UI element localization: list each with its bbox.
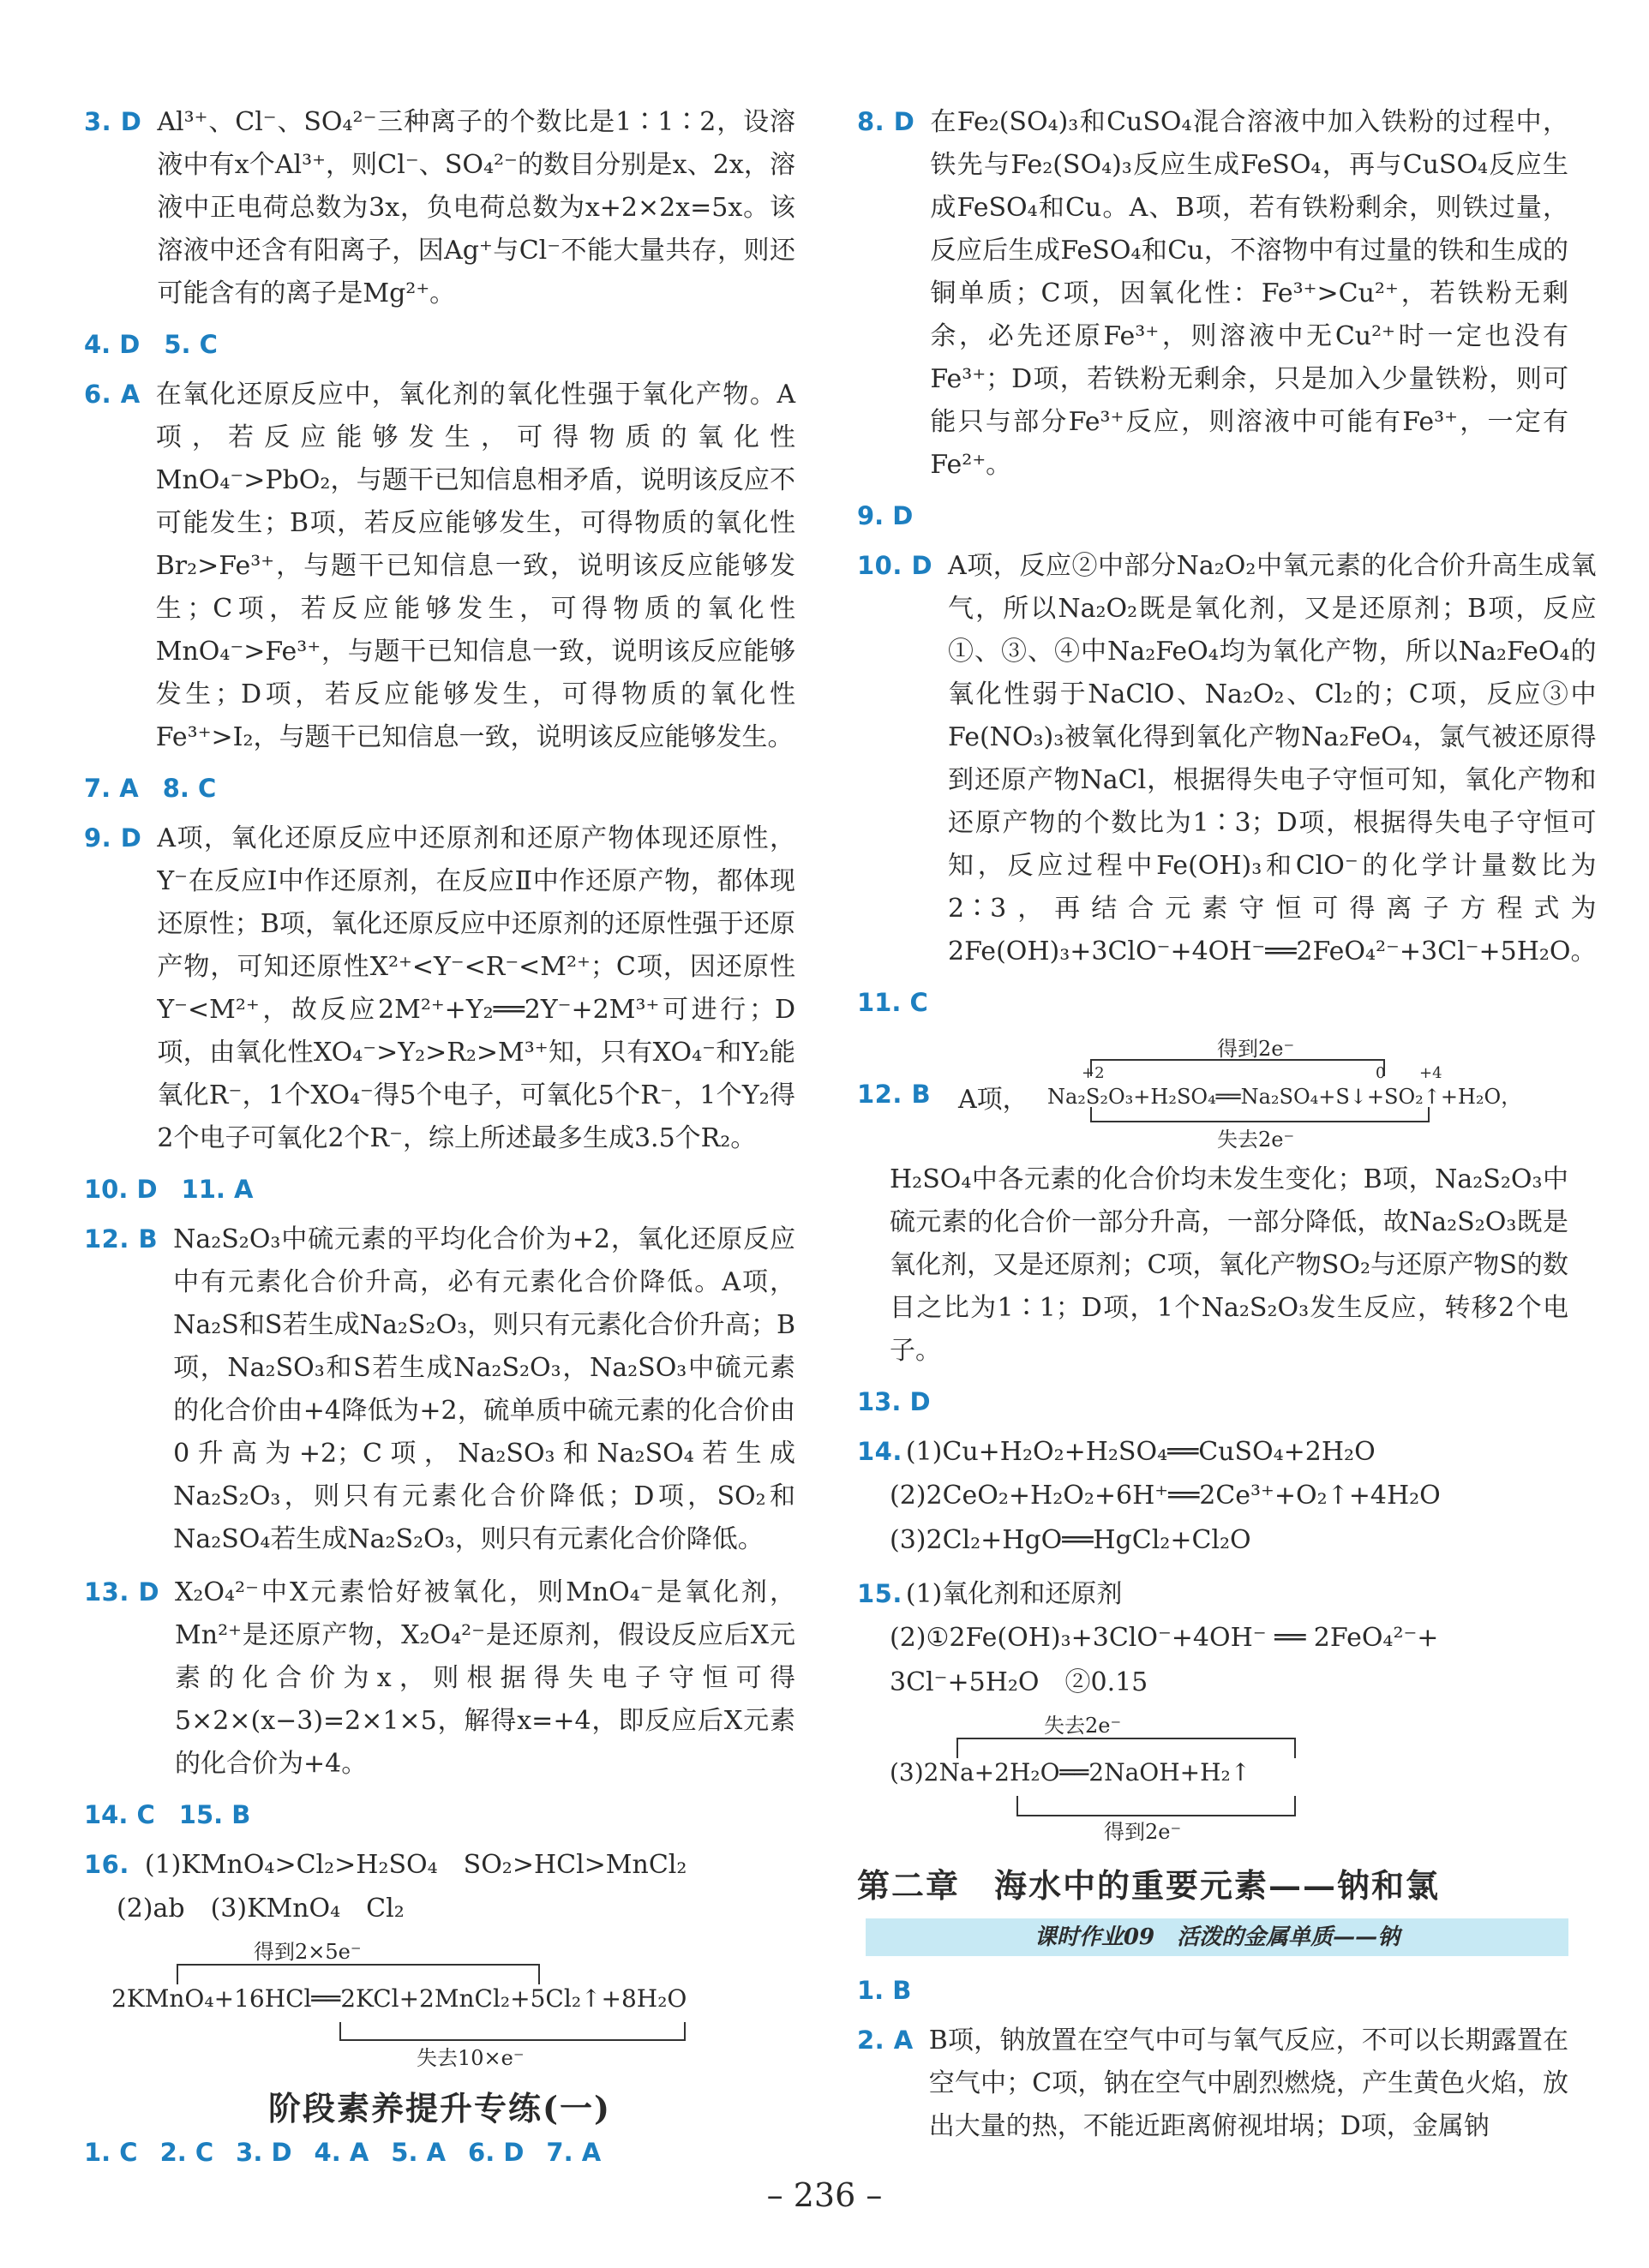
answer-number: 12. B <box>84 1224 159 1254</box>
answer-explanation: X₂O₄²⁻中X元素恰好被氧化，则MnO₄⁻是氧化剂，Mn²⁺是还原产物，X₂O₄²⁻是还原剂，假设反应后X元素的化合价为x，则根据得失电子守恒可得5×2×(x−3)=2×1×5，解得x=+4，即反应后X元素的化合价为+4。 <box>175 1577 795 1779</box>
answer-explanation: A项，氧化还原反应中还原剂和还原产物体现还原性，Y⁻在反应Ⅰ中作还原剂，在反应Ⅱ中作还原产物，都体现还原性；B项，氧化还原反应中还原剂的还原性强于还原产物，可知还原性X²⁺<Y⁻<R⁻<M²⁺；C项，因还原性Y⁻<M²⁺，故反应2M²⁺+Y₂══2Y⁻+2M³⁺可进行；D项，由氧化性XO₄⁻>Y₂>R₂>M³⁺知，只有XO₄⁻和Y₂能氧化R⁻，1个XO₄⁻得5个电子，可氧化5个R⁻，1个Y₂得2个电子可氧化2个R⁻，综上所述最多生成3.5个R₂。 <box>157 823 795 1153</box>
gain-label: 得到2×5e⁻ <box>254 1940 362 1964</box>
answers-10-11 <box>84 1170 795 1208</box>
answer-number: 16. <box>84 1850 129 1879</box>
lose-bracket <box>956 1738 1296 1758</box>
answer-9 <box>857 497 1568 535</box>
answer-number: 5. C <box>164 330 218 359</box>
answer-number: 5. A <box>391 2138 447 2167</box>
valence-right: +4 <box>1419 1064 1442 1082</box>
answer-11 <box>857 984 1568 1021</box>
answer-12 <box>857 1032 1568 1373</box>
answer-number: 10. D <box>857 551 933 580</box>
answer-number: 9. D <box>857 501 914 530</box>
reaction-equation: 2KMnO₄+16HCl══2KCl+2MnCl₂+5Cl₂↑+8H₂O <box>111 1984 687 2013</box>
prefix-text: A项， <box>958 1085 1028 1115</box>
lose-bracket <box>339 2022 686 2041</box>
lesson-answer-1 <box>857 1972 1568 2009</box>
answer-14 <box>857 1431 1568 1563</box>
gain-bracket <box>1016 1796 1296 1816</box>
reaction-equation: (3)2Na+2H₂O══2NaOH+H₂↑ <box>890 1758 1251 1786</box>
answer-number: 4. D <box>84 330 141 359</box>
page-number: – 236 – <box>766 2176 883 2214</box>
lose-label: 失去2e⁻ <box>1217 1128 1295 1152</box>
lose-bracket <box>1090 1107 1430 1122</box>
answer-number: 1. B <box>857 1976 912 2005</box>
answer-16 <box>84 1844 795 2070</box>
answer-explanation: 在Fe₂(SO₄)₃和CuSO₄混合溶液中加入铁粉的过程中，铁先与Fe₂(SO₄)₃反应生成FeSO₄，再与CuSO₄反应生成FeSO₄和Cu。A、B项，若有铁粉剩余，则铁过量，反应后生成FeSO₄和Cu，不溶物中有过量的铁和生成的铜单质；C项，因氧化性：Fe³⁺>Cu²⁺，若铁粉无剩余，必先还原Fe³⁺，则溶液中无Cu²⁺时一定也没有Fe³⁺；D项，若铁粉无剩余，只是加入少量铁粉，则可能只与部分Fe³⁺反应，则溶液中可能有Fe³⁺，一定有Fe²⁺。 <box>930 107 1568 480</box>
answer-6 <box>84 374 795 759</box>
answer-line: (2)2CeO₂+H₂O₂+6H⁺══2Ce³⁺+O₂↑+4H₂O <box>890 1481 1441 1511</box>
left-column <box>84 101 795 2167</box>
answers-14-15 <box>84 1796 795 1834</box>
answer-number: 9. D <box>84 823 142 853</box>
answer-number: 10. D <box>84 1175 158 1204</box>
electron-transfer-diagram <box>111 1935 795 2070</box>
answer-explanation: H₂SO₄中各元素的化合价均未发生变化；B项，Na₂S₂O₃中硫元素的化合价一部分升高，一部分降低，故Na₂S₂O₃既是氧化剂，又是还原剂；C项，氧化产物SO₂与还原产物S的数目之比为1∶1；D项，1个Na₂S₂O₃发生反应，转移2个电子。 <box>890 1164 1568 1366</box>
answer-number: 8. C <box>162 774 217 803</box>
right-column <box>857 101 1597 2158</box>
answer-number: 15. B <box>178 1800 251 1829</box>
answer-explanation: B项，钠放置在空气中可与氧气反应，不可以长期露置在空气中；C项，钠在空气中剧烈燃烧，产生黄色火焰，放出大量的热，不能近距离俯视坩埚；D项，金属钠 <box>928 2026 1568 2141</box>
answer-number: 12. B <box>857 1080 932 1109</box>
chapter-title: 第二章 海水中的重要元素——钠和氯 <box>857 1866 1441 1905</box>
answer-number: 14. <box>857 1437 902 1466</box>
answer-explanation: A项，反应②中部分Na₂O₂中氧元素的化合价升高生成氧气，所以Na₂O₂既是氧化剂，又是还原剂；B项，反应①、③、④中Na₂FeO₄均为氧化产物，所以Na₂FeO₄的氧化性弱于NaClO、Na₂O₂、Cl₂的；C项，反应③中Fe(NO₃)₃被氧化得到氧化产物Na₂FeO₄，氯气被还原得到还原产物NaCl，根据得失电子守恒可知，氧化产物和还原产物的个数比为1∶3；D项，根据得失电子守恒可知，反应过程中Fe(OH)₃和ClO⁻的化学计量数比为2∶3，再结合元素守恒可得离子方程式为2Fe(OH)₃+3ClO⁻+4OH⁻══2FeO₄²⁻+3Cl⁻+5H₂O。 <box>948 551 1597 966</box>
answer-line: (1)氧化剂和还原剂 <box>905 1579 1123 1609</box>
answer-number: 6. A <box>84 380 141 409</box>
answer-8 <box>857 101 1568 487</box>
answer-number: 7. A <box>546 2138 602 2167</box>
gain-bracket <box>1090 1059 1385 1076</box>
answer-line: (3)2Cl₂+HgO══HgCl₂+Cl₂O <box>890 1525 1251 1555</box>
answer-9 <box>84 817 795 1160</box>
gain-bracket <box>177 1964 540 1984</box>
stage-answers <box>84 2138 795 2167</box>
gain-label: 得到2e⁻ <box>1104 1820 1182 1844</box>
answer-number: 3. D <box>84 107 142 136</box>
lose-label: 失去2e⁻ <box>1044 1714 1122 1738</box>
answer-number: 14. C <box>84 1800 155 1829</box>
answer-line: (2)ab (3)KMnO₄ Cl₂ <box>117 1894 405 1924</box>
electron-transfer-diagram <box>857 1032 1568 1152</box>
answer-explanation: Al³⁺、Cl⁻、SO₄²⁻三种离子的个数比是1∶1∶2，设溶液中有x个Al³⁺，则Cl⁻、SO₄²⁻的数目分别是x、2x，溶液中正电荷总数为3x，负电荷总数为x+2×2x=5x。该溶液中还含有阳离子，因Ag⁺与Cl⁻不能大量共存，则还可能含有的离子是Mg²⁺。 <box>157 107 795 308</box>
answer-number: 4. A <box>314 2138 369 2167</box>
answer-number: 13. D <box>84 1577 160 1607</box>
answer-number: 15. <box>857 1579 902 1608</box>
lose-label: 失去10×e⁻ <box>417 2046 525 2070</box>
answer-number: 2. C <box>159 2138 214 2167</box>
answer-number: 1. C <box>84 2138 138 2167</box>
answer-line: (1)Cu+H₂O₂+H₂SO₄══CuSO₄+2H₂O <box>905 1437 1376 1467</box>
answer-number: 13. D <box>857 1387 931 1416</box>
answer-3 <box>84 101 795 315</box>
answer-line: (1)KMnO₄>Cl₂>H₂SO₄ SO₂>HCl>MnCl₂ <box>144 1850 687 1880</box>
answer-13 <box>84 1571 795 1786</box>
answer-10 <box>857 545 1597 973</box>
lesson-answer-2 <box>857 2020 1568 2148</box>
answer-number: 2. A <box>857 2026 914 2055</box>
answer-12 <box>84 1218 795 1561</box>
valence-left: +2 <box>1082 1064 1105 1082</box>
answer-15 <box>857 1573 1568 1844</box>
gain-label: 得到2e⁻ <box>1217 1037 1295 1061</box>
answer-number: 3. D <box>236 2138 292 2167</box>
answer-line: 3Cl⁻+5H₂O ②0.15 <box>890 1667 1148 1697</box>
reaction-equation: Na₂S₂O₃+H₂SO₄══Na₂SO₄+S↓+SO₂↑+H₂O， <box>1047 1085 1522 1109</box>
answer-13 <box>857 1383 1568 1421</box>
section-title: 阶段素养提升专练(一) <box>268 2089 611 2127</box>
lesson-banner: 课时作业09 活泼的金属单质——钠 <box>866 1918 1568 1956</box>
electron-transfer-diagram <box>890 1708 1568 1844</box>
answers-4-5 <box>84 326 795 363</box>
answer-line: (2)①2Fe(OH)₃+3ClO⁻+4OH⁻ ══ 2FeO₄²⁻+ <box>890 1623 1439 1653</box>
answer-number: 7. A <box>84 774 139 803</box>
answer-number: 11. A <box>181 1175 254 1204</box>
answer-explanation: Na₂S₂O₃中硫元素的平均化合价为+2，氧化还原反应中有元素化合价升高，必有元素化合价降低。A项，Na₂S和S若生成Na₂S₂O₃，则只有元素化合价升高；B项，Na₂SO₃和S若生成Na₂S₂O₃，Na₂SO₃中硫元素的化合价由+4降低为+2，硫单质中硫元素的化合价由0升高为+2；C项，Na₂SO₃和Na₂SO₄若生成Na₂S₂O₃，则只有元素化合价降低；D项，SO₂和Na₂SO₄若生成Na₂S₂O₃，则只有元素化合价降低。 <box>173 1224 795 1554</box>
answer-number: 11. C <box>857 988 928 1017</box>
answer-explanation: 在氧化还原反应中，氧化剂的氧化性强于氧化产物。A项，若反应能够发生，可得物质的氧化性MnO₄⁻>PbO₂，与题干已知信息相矛盾，说明该反应不可能发生；B项，若反应能够发生，可得物质的氧化性Br₂>Fe³⁺，与题干已知信息一致，说明该反应能够发生；C项，若反应能够发生，可得物质的氧化性MnO₄⁻>Fe³⁺，与题干已知信息一致，说明该反应能够发生；D项，若反应能够发生，可得物质的氧化性Fe³⁺>I₂，与题干已知信息一致，说明该反应能够发生。 <box>155 380 795 752</box>
answer-number: 6. D <box>468 2138 525 2167</box>
valence-mid: 0 <box>1376 1064 1386 1082</box>
answers-7-8 <box>84 769 795 807</box>
answer-number: 8. D <box>857 107 915 136</box>
